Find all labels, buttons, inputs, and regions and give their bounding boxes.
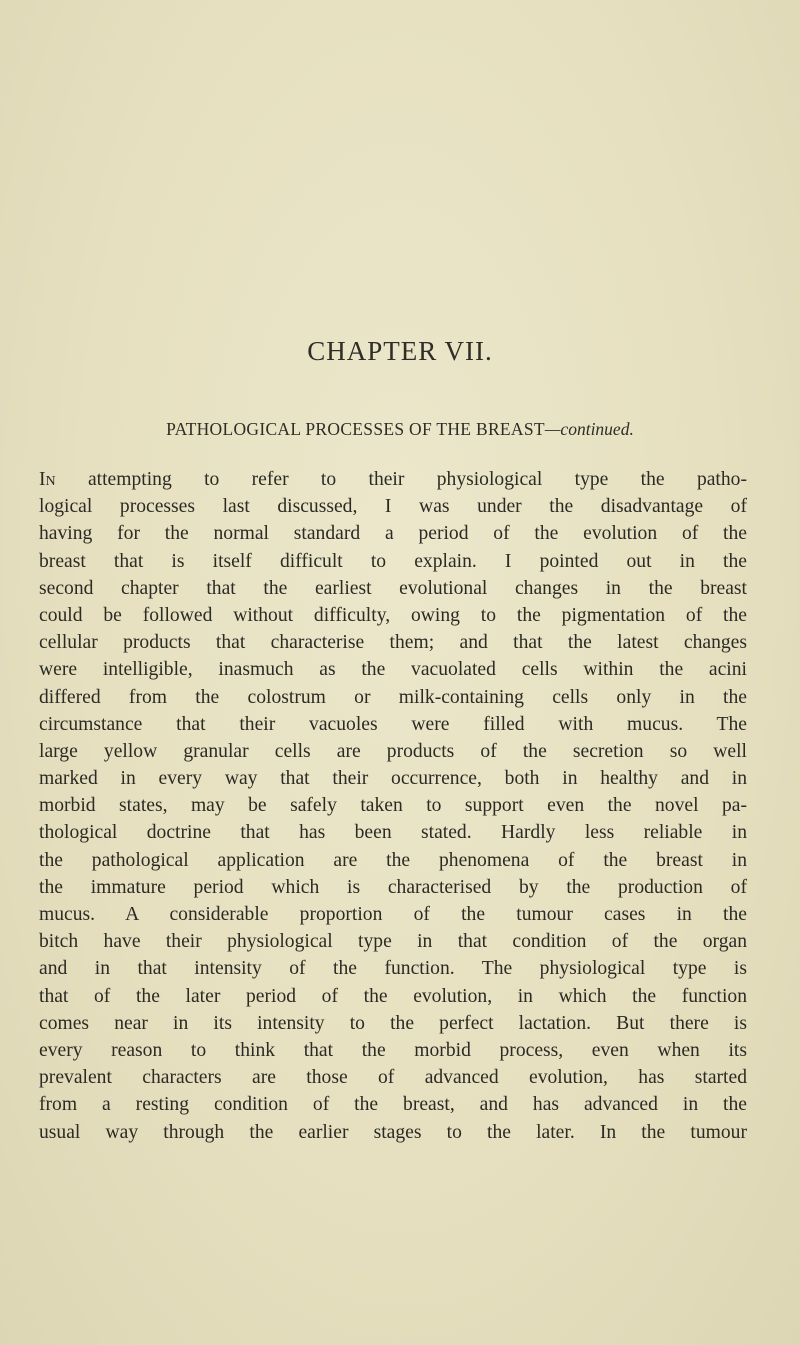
chapter-heading: CHAPTER VII. [307,336,493,366]
chapter-subtitle [0,419,800,440]
text-line: the immature period which is characterised by the production of [39,876,747,898]
text-line: circumstance that their vacuoles were filled with mucus. The [39,713,747,735]
text-line: were intelligible, inasmuch as the vacuolated cells within the acini [39,659,747,681]
text-line: logical processes last discussed, I was under the disadvantage of [39,496,747,518]
text-line: morbid states, may be safely taken to support even the novel pa- [39,795,747,817]
text-line: thological doctrine that has been stated. Hardly less reliable in [39,822,747,844]
body-paragraph [39,466,747,1146]
text-line: bitch have their physiological type in that condition of the organ [39,931,747,953]
text-line: could be followed without difficulty, owing to the pigmentation of the [39,604,747,626]
text-line: cellular products that characterise them; and that the latest changes [39,632,747,654]
opening-word: In [39,469,56,490]
text-line: mucus. A considerable proportion of the tumour cases in the [39,904,747,925]
text-line: comes near in its intensity to the perfect lactation. But there is [39,1012,747,1034]
text-line: second chapter that the earliest evolutional changes in the breast [39,577,747,599]
text-line: that of the later period of the evolution, in which the function [39,985,747,1007]
text-line: having for the normal standard a period of the evolution of the [39,523,747,545]
text-line: the pathological application are the phenomena of the breast in [39,849,747,871]
chapter-subtitle-continued: —continued. [544,419,634,439]
text-line: marked in every way that their occurrence, both in healthy and in [39,768,747,790]
text-line: from a resting condition of the breast, and has advanced in the [39,1094,747,1116]
text-line: and in that intensity of the function. The physiological type is [39,958,747,980]
text-line: large yellow granular cells are products of the secretion so well [39,740,747,762]
text-line: breast that is itself difficult to explain. I pointed out in the [39,550,747,572]
text-line: every reason to think that the morbid process, even when its [39,1039,747,1061]
text-line: differed from the colostrum or milk-containing cells only in the [39,686,747,708]
text-line: usual way through the earlier stages to the later. In the tumour [39,1121,747,1143]
text-line: In attempting to refer to their physiological type the patho- [39,469,747,490]
chapter-subtitle-main: PATHOLOGICAL PROCESSES OF THE BREAST [166,419,545,439]
text-line: prevalent characters are those of advanced evolution, has started [39,1067,747,1089]
